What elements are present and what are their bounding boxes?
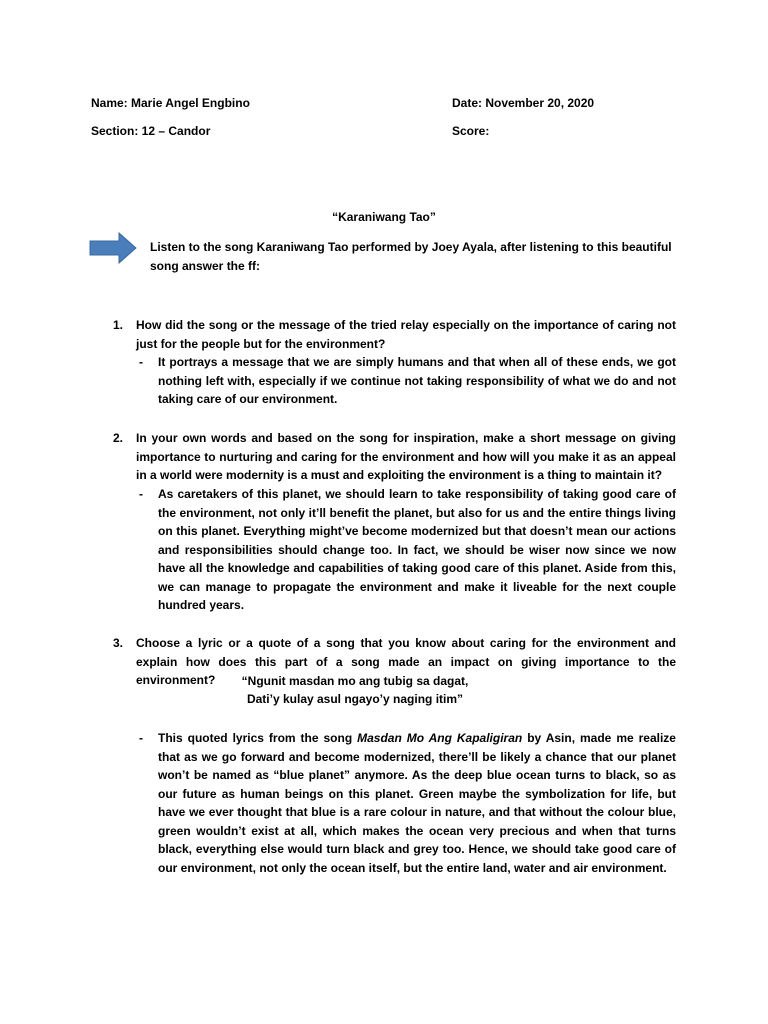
question-number: 1.	[113, 318, 124, 332]
answer-2: As caretakers of this planet, we should learn to take responsibility of taking good care of the environment, not only it’ll benefit the planet, but also for us and the entire things living on this planet. Everything might’ve become modernized but that doesn’t mean our actions and responsibilities should change too. In fact, we should be wiser now since we now have all the knowledge and capabilities of taking good care of this planet. Aside from this, we can manage to propagate the environment and make it liveable for the next couple hundred years.	[158, 487, 676, 612]
question-number: 2.	[113, 431, 124, 445]
answer-dash: -	[139, 487, 143, 501]
answer-3	[158, 729, 676, 877]
student-name: Name: Marie Angel Engbino	[91, 96, 250, 110]
question-2: In your own words and based on the song for inspiration, make a short message on giving importance to nurturing and caring for the environment and how will you make it as an appeal in a world were modernity is a must and exploiting the environment is a thing to maintain it?	[136, 431, 676, 482]
date-field: Date: November 20, 2020	[452, 96, 595, 110]
question-3: Choose a lyric or a quote of a song that you know about caring for the environment and explain how does this part of a song made an impact on giving importance to the environment?	[136, 636, 676, 687]
right-arrow-icon	[89, 232, 137, 269]
quote-line-1: “Ngunit masdan mo ang tubig sa dagat,	[241, 674, 469, 688]
answer-dash: -	[139, 731, 143, 745]
song-title: Masdan Mo Ang Kapaligiran	[357, 731, 523, 745]
score-field: Score:	[452, 124, 490, 138]
instruction-text: Listen to the song Karaniwang Tao performed by Joey Ayala, after listening to this beautiful song answer the ff:	[150, 240, 672, 273]
answer-dash: -	[139, 355, 143, 369]
page-title: “Karaniwang Tao”	[332, 210, 436, 224]
question-1: How did the song or the message of the tried relay especially on the importance of caring not just for the people but for the environment?	[136, 318, 676, 351]
section-field: Section: 12 – Candor	[91, 124, 211, 138]
answer-3-rest: by Asin, made me realize that as we go forward and become modernized, there’ll be likely a chance that our planet won’t be named as “blue planet” anymore. As the deep blue ocean turns to black, so as our future as human beings on this planet. Green maybe the symbolization for life, but have we ever thought that blue is a rare colour in nature, and that without the colour blue, green wouldn’t exist at all, which makes the ocean very precious and when that turns black, everything else would turn black and grey too. Hence, we should take good care of our environment, not only the ocean itself, but the entire land, water and air environment.	[158, 731, 676, 875]
answer-3-prefix: This quoted lyrics from the song	[158, 731, 358, 745]
answer-1: It portrays a message that we are simply humans and that when all of these ends, we got nothing left with, especially if we continue not taking responsibility of what we do and not taking care of our environment.	[158, 355, 676, 406]
quote-line-2: Dati’y kulay asul ngayo’y naging itim”	[246, 692, 464, 706]
question-number: 3.	[113, 636, 124, 650]
